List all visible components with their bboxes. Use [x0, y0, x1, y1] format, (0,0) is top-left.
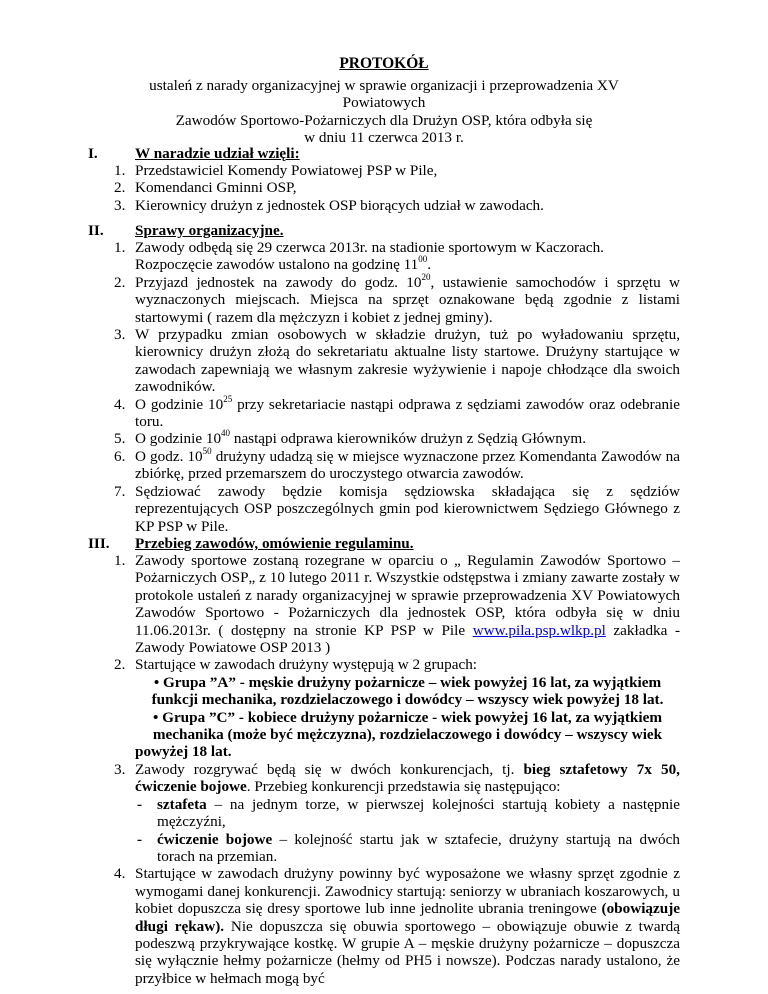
- section-title: Sprawy organizacyjne.: [135, 222, 284, 239]
- list-item: 1. Zawody odbędą się 29 czerwca 2013r. na stadionie sportowym w Kaczorach. Rozpoczęcie zawodów ustalono na godzinę $11^{00}$.: [114, 239, 604, 274]
- list-item: 1. Zawody sportowe zostaną rozegrane w oparciu o „ Regulamin Zawodów Sportowo – Pożarniczych OSP„ z 10 lutego 2011 r. Wszystkie odstępstwa i zmiany zawarte zostały w protokole ustaleń z narady organizacyjnej w sprawie przeprowadzenia XV Powiatowych Zawodów Sportowo - Pożarniczych dla jednostek OSP, która odbyła się w dniu 11.06.2013r. ( dostępny na stronie KP PSP w Pile www.pila.psp.wlkp.pl zakładka - Zawody Powiatowe OSP 2013 ): [114, 552, 681, 657]
- list-item: 6. O godz. $10^{50}$ drużyny udadzą się w miejsce wyznaczone przez Komendanta Zawodów na zbiórkę, przed przemarszem do uroczystego otwarcia zawodów.: [114, 445, 680, 483]
- list-item: 4. O godzinie $10^{25}$ przy sekretariacie nastąpi odprawa z sędziami zawodów oraz odebranie toru.: [114, 393, 680, 431]
- section-number: III.: [88, 535, 110, 552]
- list-item: 2. Komendanci Gminni OSP,: [114, 179, 297, 197]
- section-title: W naradzie udział wzięli:: [135, 145, 300, 162]
- subtitle-line: Zawodów Sportowo-Pożarniczych dla Drużyn OSP, która odbyła się: [175, 111, 593, 129]
- organizational-list: [0, 239, 768, 535]
- group-c-bullet: • Grupa ”C” - kobiece drużyny pożarnicze - wiek powyżej 16 lat, za wyjątkiem mechanika (może być mężczyzna), rozdzielaczowego i dowódcy – wszyscy wiek powyżej 18 lat.: [135, 708, 663, 761]
- dash-item-relay: - sztafeta – na jednym torze, w pierwszej kolejności startują kobiety a następnie mężczyźni,: [137, 795, 680, 831]
- list-item: 3. Zawody rozgrywać będą się w dwóch konkurencjach, tj. bieg sztafetowy 7x 50, ćwiczenie bojowe. Przebieg konkurencji przedstawia się następująco:: [114, 760, 680, 796]
- list-item: 3. Kierownicy drużyn z jednostek OSP biorących udział w zawodach.: [114, 196, 544, 214]
- list-item: 7. Sędziować zawody będzie komisja sędziowska składająca się z sędziów reprezentujących OSP poszczególnych gmin pod kierownictwem Sędziego Głównego z KP PSP w Pile.: [114, 482, 680, 535]
- group-a-bullet: • Grupa ”A” - męskie drużyny pożarnicze – wiek powyżej 16 lat, za wyjątkiem funkcji mechanika, rozdzielaczowego i dowódcy – wszyscy wiek powyżej 18 lat.: [151, 673, 664, 709]
- section-number: II.: [88, 222, 104, 239]
- competition-list: [0, 552, 768, 987]
- document-subtitle: [110, 77, 658, 147]
- section-number: I.: [88, 145, 98, 162]
- subtitle-line: w dniu 11 czerwca 2013 r.: [304, 129, 464, 147]
- list-item: 2. Przyjazd jednostek na zawody do godz. $10^{20}$, ustawienie samochodów i sprzętu w wyznaczonych miejscach. Miejsca na sprzęt oznakowane będą zgodnie z listami startowymi ( razem dla mężczyzn i kobiet z jednej gminy).: [114, 271, 680, 326]
- subtitle-line: ustaleń z narady organizacyjnej w sprawie organizacji i przeprowadzenia XV Powiatowych: [149, 77, 619, 112]
- section-title: Przebieg zawodów, omówienie regulaminu.: [135, 535, 414, 552]
- list-item: 5. O godzinie $10^{40}$ nastąpi odprawa kierowników drużyn z Sędzią Głównym.: [114, 428, 587, 448]
- list-item: 2. Startujące w zawodach drużyny występują w 2 grupach:: [114, 656, 478, 674]
- participants-list: [0, 162, 768, 214]
- list-item: 3. W przypadku zmian osobowych w składzie drużyn, tuż po wyładowaniu sprzętu, kierownicy drużyn złożą do sekretariatu aktualne listy startowe. Drużyny startujące w zawodach zapewniają we własnym zakresie wyżywienie i napoje chłodzące dla swoich zawodników.: [114, 326, 680, 396]
- document-title: PROTOKÓŁ: [339, 55, 429, 72]
- list-item: 1. Przedstawiciel Komendy Powiatowej PSP w Pile,: [114, 162, 438, 179]
- list-item: 4. Startujące w zawodach drużyny powinny być wyposażone we własny sprzęt zgodnie z wymogami danej konkurencji. Zawodnicy startują: seniorzy w ubraniach koszarowych, u kobiet dopuszcza się dresy sportowe lub inne jednolite ubrania treningowe (obowiązuje długi rękaw). Nie dopuszcza się obuwia sportowego – obowiązuje obuwie z twardą podeszwą przykrywające kostkę. W grupie A – męskie drużyny pożarnicze – dopuszcza się wyłącznie hełmy pożarnicze (hełmy od PH5 i nowsze). Podczas narady ustalono, że przyłbice w hełmach mogą być: [114, 865, 680, 987]
- website-link[interactable]: www.pila.psp.wlkp.pl: [472, 621, 606, 639]
- dash-item-combat-exercise: - ćwiczenie bojowe – kolejność startu jak w sztafecie, drużyny startują na dwóch torach na przemian.: [137, 830, 680, 865]
